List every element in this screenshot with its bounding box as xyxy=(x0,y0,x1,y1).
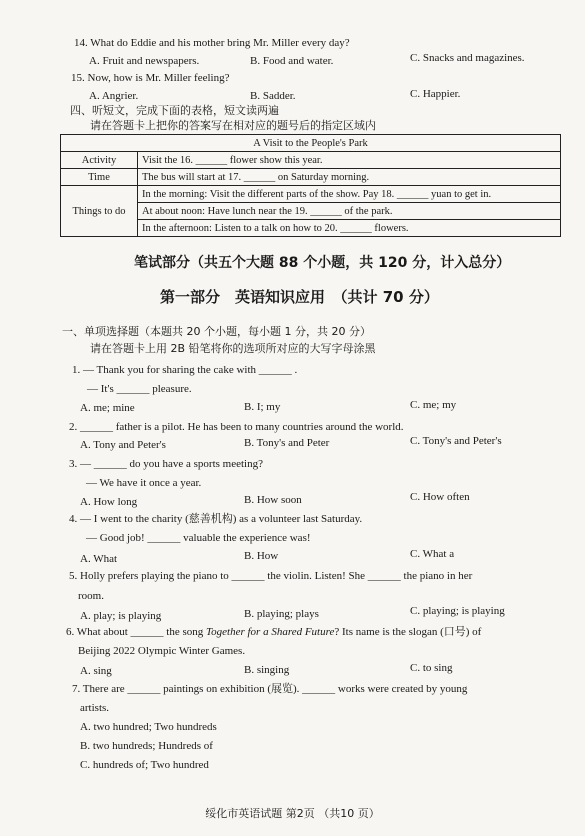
q4-option-b: B. How xyxy=(244,550,279,562)
activity-text: Visit the 16. ______ flower show this year. xyxy=(138,152,561,169)
q14-option-c: C. Snacks and magazines. xyxy=(410,52,525,64)
morning-text: In the morning: Visit the different parts of the show. Pay 18. ______ yuan to get in. xyxy=(138,186,561,203)
page-footer: 绥化市英语试题 第2页 （共10 页） xyxy=(205,807,380,820)
q4-option-a: A. What xyxy=(80,553,118,565)
q3-option-b: B. How soon xyxy=(244,494,302,506)
q2-line1: 2. ______ father is a pilot. He has been to many countries around the world. xyxy=(69,421,404,433)
time-text: The bus will start at 17. ______ on Saturday morning. xyxy=(138,169,561,186)
q5-option-c: C. playing; is playing xyxy=(410,605,505,617)
q2-option-c: C. Tony's and Peter's xyxy=(410,435,502,447)
table-title: A Visit to the People's Park xyxy=(61,135,561,152)
q15-option-a: A. Angrier. xyxy=(89,90,139,102)
q4-line1: 4. — I went to the charity (慈善机构) as a volunteer last Saturday. xyxy=(69,513,363,525)
q4-line2: — Good job! ______ valuable the experience was! xyxy=(86,532,311,544)
q7-option-a: A. two hundred; Two hundreds xyxy=(80,721,217,733)
things-label: Things to do xyxy=(61,186,138,237)
q1-option-a: A. me; mine xyxy=(80,402,135,414)
section4-instruction: 请在答题卡上把你的答案写在相对应的题号后的指定区域内 xyxy=(90,119,376,132)
q3-line2: — We have it once a year. xyxy=(86,477,202,489)
q3-line1: 3. — ______ do you have a sports meeting? xyxy=(69,458,263,470)
q2-option-a: A. Tony and Peter's xyxy=(80,439,166,451)
section4-title: 四、听短文，完成下面的表格，短文读两遍 xyxy=(70,104,279,117)
q6-line2: Beijing 2022 Olympic Winter Games. xyxy=(78,645,246,657)
q5-line1: 5. Holly prefers playing the piano to ______ the violin. Listen! She ______ the piano in her xyxy=(69,570,473,582)
q6-option-a: A. sing xyxy=(80,665,112,677)
q7-line1: 7. There are ______ paintings on exhibition (展览). ______ works were created by young xyxy=(72,683,468,695)
time-label: Time xyxy=(61,169,138,186)
q5-option-a: A. play; is playing xyxy=(80,610,162,622)
q1-option-c: C. me; my xyxy=(410,399,457,411)
activity-label: Activity xyxy=(61,152,138,169)
q1-line2: — It's ______ pleasure. xyxy=(87,383,192,395)
q6-line1 xyxy=(66,625,481,639)
part1-heading: 第一部分 英语知识应用 （共计 70 分） xyxy=(160,288,439,306)
q7-option-b: B. two hundreds; Hundreds of xyxy=(80,740,213,752)
q15-option-b: B. Sadder. xyxy=(250,90,296,102)
q3-option-a: A. How long xyxy=(80,496,138,508)
park-visit-table xyxy=(60,134,561,237)
q14-option-b: B. Food and water. xyxy=(250,55,334,67)
afternoon-text: In the afternoon: Listen to a talk on how to 20. ______ flowers. xyxy=(138,220,561,237)
q4-option-c: C. What a xyxy=(410,548,455,560)
q6-option-b: B. singing xyxy=(244,664,290,676)
q15-stem: 15. Now, how is Mr. Miller feeling? xyxy=(71,72,230,84)
q5-option-b: B. playing; plays xyxy=(244,608,319,620)
q3-option-c: C. How often xyxy=(410,491,470,503)
q1-line1: 1. — Thank you for sharing the cake with ______ . xyxy=(72,364,298,376)
q14-option-a: A. Fruit and newspapers. xyxy=(89,55,200,67)
written-heading: 笔试部分（共五个大题 88 个小题，共 120 分，计入总分） xyxy=(134,255,511,271)
section1-title: 一、单项选择题（本题共 20 个小题，每小题 1 分，共 20 分） xyxy=(62,325,371,338)
section1-instruction: 请在答题卡上用 2B 铅笔将你的选项所对应的大写字母涂黑 xyxy=(90,342,376,355)
q14-stem: 14. What do Eddie and his mother bring Mr. Miller every day? xyxy=(74,37,350,49)
q7-option-c: C. hundreds of; Two hundred xyxy=(80,759,209,771)
q7-line2: artists. xyxy=(80,702,110,714)
q6-stem-start: 6. What about ______ the song xyxy=(66,626,207,638)
q6-option-c: C. to sing xyxy=(410,662,453,674)
q1-option-b: B. I; my xyxy=(244,401,281,413)
q5-line2: room. xyxy=(78,590,104,602)
q2-option-b: B. Tony's and Peter xyxy=(244,437,330,449)
noon-text: At about noon: Have lunch near the 19. ______ of the park. xyxy=(138,203,561,220)
q6-song-title: Together for a Shared Future xyxy=(206,626,335,638)
q6-stem-end: ? Its name is the slogan (口号) of xyxy=(334,626,482,638)
q15-option-c: C. Happier. xyxy=(410,88,461,100)
